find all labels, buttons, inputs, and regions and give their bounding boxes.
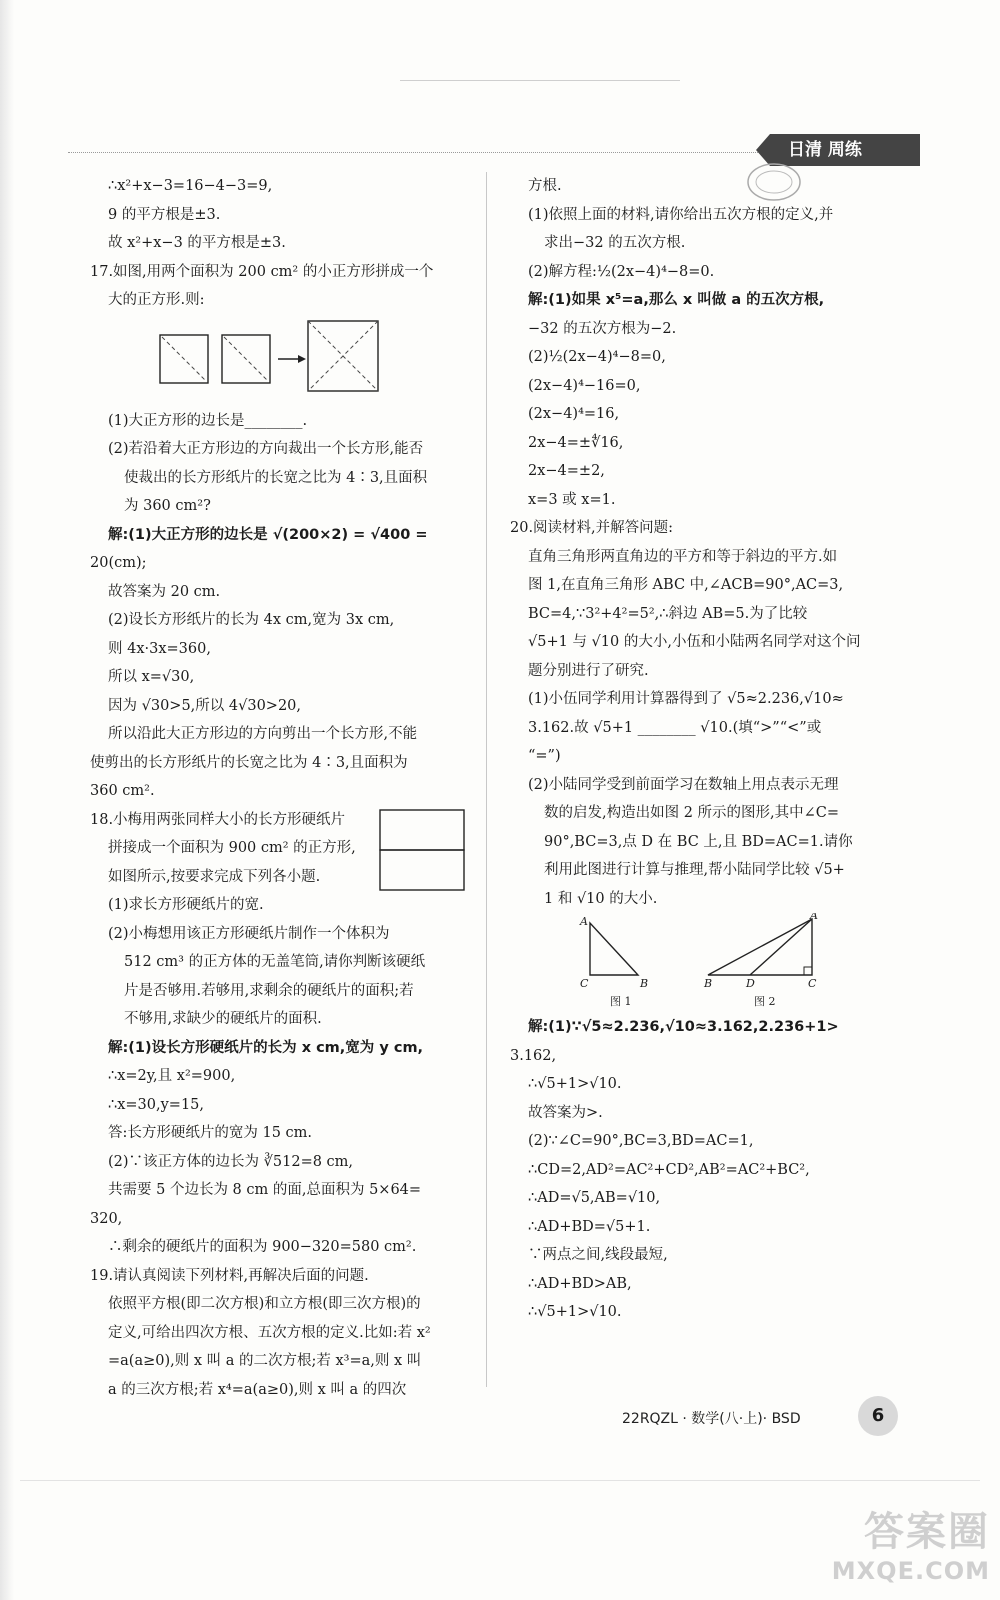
page-number: 6 <box>858 1396 898 1436</box>
text-line: 题分别进行了研究. <box>528 662 649 679</box>
figure-2-caption: 图 2 <box>754 995 776 1008</box>
text-line: (2)设长方形纸片的长为 4x cm,宽为 3x cm, <box>108 612 395 628</box>
text-line: ∴剩余的硬纸片的面积为 900−320=580 cm². <box>108 1239 417 1255</box>
watermark-url: MXQE.COM <box>831 1557 990 1585</box>
text-line: ∵两点之间,线段最短, <box>528 1247 668 1263</box>
label-c-fig2: C <box>808 977 817 990</box>
text-line: 故答案为>. <box>528 1104 603 1121</box>
text-line: 3.162.故 √5+1 ________ √10.(填“>”“<”或 <box>528 719 822 736</box>
header-dotted-rule <box>68 152 758 153</box>
text-line: 20(cm); <box>90 555 147 571</box>
text-line: 利用此图进行计算与推理,帮小陆同学比较 √5+ <box>544 862 845 878</box>
text-line: 2x−4=±∜16, <box>528 434 624 451</box>
text-line: 不够用,求缺少的硬纸片的面积. <box>124 1011 322 1027</box>
text-line: (2)小陆同学受到前面学习在数轴上用点表示无理 <box>528 776 839 793</box>
triangle-figures <box>510 913 908 1009</box>
rectangle-figure <box>378 808 468 892</box>
text-line: (2)小梅想用该正方形硬纸片制作一个体积为 <box>108 925 390 942</box>
small-square-2-diagonal <box>224 337 268 381</box>
label-a-fig1: A <box>580 915 588 928</box>
text-line: ∴x=2y,且 x²=900, <box>108 1068 236 1084</box>
text-line: ∴x=30,y=15, <box>108 1096 205 1113</box>
header-tab: 日清 周练 <box>770 134 920 166</box>
bottom-rule <box>20 1480 980 1481</box>
solution-label: 解:(1)如果 x⁵=a,那么 x 叫做 a 的五次方根, <box>528 292 825 308</box>
text-line: 512 cm³ 的正方体的无盖笔筒,请你判断该硬纸 <box>124 954 426 970</box>
text-line: ∴x²+x−3=16−4−3=9, <box>108 178 273 194</box>
label-b-fig1: B <box>640 977 649 990</box>
text-line: (2)若沿着大正方形边的方向裁出一个长方形,能否 <box>108 441 424 457</box>
text-line: (1)小伍同学利用计算器得到了 √5≈2.236,√10≈ <box>528 691 844 707</box>
right-column <box>510 172 908 1327</box>
text-line: 直角三角形两直角边的平方和等于斜边的平方.如 <box>528 548 838 565</box>
problem-20-title: 20.阅读材料,并解答问题: <box>510 520 674 536</box>
text-line: 定义,可给出四次方根、五次方根的定义.比如:若 x² <box>108 1324 431 1341</box>
text-line: 3.162, <box>510 1047 557 1064</box>
text-line: 求出−32 的五次方根. <box>544 235 686 251</box>
text-line: (1)求长方形硬纸片的宽. <box>108 897 264 913</box>
text-line: ∴√5+1>√10. <box>528 1304 622 1320</box>
text-line: (2)½(2x−4)⁴−8=0, <box>528 349 666 365</box>
text-line: ∴CD=2,AD²=AC²+CD²,AB²=AC²+BC², <box>528 1161 810 1178</box>
label-c-fig1: C <box>580 977 589 990</box>
top-rectangle <box>380 810 464 850</box>
footer-book-code: 22RQZL · 数学(八·上)· BSD <box>622 1411 801 1427</box>
text-line: (2)∵该正方体的边长为 ∛512=8 cm, <box>108 1153 354 1170</box>
text-line: 大的正方形.则: <box>108 292 205 308</box>
page-edge-shadow <box>0 0 14 1600</box>
text-line: 数的启发,构造出如图 2 所示的图形,其中∠C= <box>544 805 840 821</box>
text-line: (2)解方程:½(2x−4)⁴−8=0. <box>528 263 715 280</box>
bottom-rectangle <box>380 850 464 890</box>
text-line: ∴√5+1>√10. <box>528 1076 622 1092</box>
top-rule <box>400 80 680 81</box>
text-line: 360 cm². <box>90 783 155 799</box>
watermark <box>820 1500 990 1585</box>
text-line: (1)大正方形的边长是________. <box>108 412 308 429</box>
text-line: =a(a≥0),则 x 叫 a 的二次方根;若 x³=a,则 x 叫 <box>108 1353 422 1369</box>
text-line: 方根. <box>528 178 562 194</box>
text-line: 9 的平方根是±3. <box>108 206 221 223</box>
solution-label: 解:(1)大正方形的边长是 √(200×2) = √400 = <box>108 526 428 543</box>
text-line: 90°,BC=3,点 D 在 BC 上,且 BD=AC=1.请你 <box>544 833 853 850</box>
text-line: 依照平方根(即二次方根)和立方根(即三次方根)的 <box>108 1296 421 1312</box>
right-angle-mark <box>804 967 812 975</box>
problem-18-block <box>90 806 470 892</box>
text-line: √5+1 与 √10 的大小,小伍和小陆两名同学对这个问 <box>528 634 861 650</box>
text-line: x=3 或 x=1. <box>528 491 616 508</box>
text-line: ∴AD+BD=√5+1. <box>528 1218 651 1235</box>
text-line: ∴AD+BD>AB, <box>528 1275 632 1292</box>
text-line: 故答案为 20 cm. <box>108 583 221 600</box>
text-line: 图 1,在直角三角形 ABC 中,∠ACB=90°,AC=3, <box>528 577 844 593</box>
text-line: 1 和 √10 的大小. <box>544 890 658 907</box>
text-line: (2)∵∠C=90°,BC=3,BD=AC=1, <box>528 1133 754 1149</box>
triangle-abc-fig1 <box>590 923 638 975</box>
solution-label: 解:(1)∵√5≈2.236,√10≈3.162,2.236+1> <box>528 1019 839 1035</box>
problem-19-title: 19.请认真阅读下列材料,再解决后面的问题. <box>90 1267 369 1284</box>
column-divider <box>486 172 487 1387</box>
figure-1-caption: 图 1 <box>610 995 632 1008</box>
text-line: 所以沿此大正方形边的方向剪出一个长方形,不能 <box>108 726 418 742</box>
watermark-logo: 答案圈 <box>864 1509 990 1555</box>
text-line: 答:长方形硬纸片的宽为 15 cm. <box>108 1125 313 1141</box>
text-line: “=”) <box>528 748 561 764</box>
text-line: 共需要 5 个边长为 8 cm 的面,总面积为 5×64= <box>108 1182 422 1198</box>
text-line: a 的三次方根;若 x⁴=a(a≥0),则 x 叫 a 的四次 <box>108 1381 407 1398</box>
text-line: BC=4,∵3²+4²=5²,∴斜边 AB=5.为了比较 <box>528 605 808 622</box>
text-line: 故 x²+x−3 的平方根是±3. <box>108 235 286 251</box>
text-line: (2x−4)⁴−16=0, <box>528 377 641 394</box>
problem-18-title: 18.小梅用两张同样大小的长方形硬纸片 <box>90 811 346 828</box>
text-line: 拼接成一个面积为 900 cm² 的正方形, <box>108 840 356 856</box>
arrow-head <box>298 355 306 363</box>
text-line: 如图所示,按要求完成下列各小题. <box>108 868 321 885</box>
text-line: 则 4x·3x=360, <box>108 640 211 657</box>
text-line: (2x−4)⁴=16, <box>528 406 620 422</box>
left-column <box>90 172 470 1404</box>
text-line: 使剪出的长方形纸片的长宽之比为 4∶3,且面积为 <box>90 754 408 771</box>
text-line: (1)依照上面的材料,请你给出五次方根的定义,并 <box>528 206 834 223</box>
label-a-fig2: A <box>810 913 818 922</box>
text-line: 因为 √30>5,所以 4√30>20, <box>108 697 302 714</box>
text-line: 使裁出的长方形纸片的长宽之比为 4∶3,且面积 <box>124 469 428 486</box>
text-line: 320, <box>90 1210 123 1227</box>
solution-label: 解:(1)设长方形硬纸片的长为 x cm,宽为 y cm, <box>108 1039 424 1056</box>
small-square-1-diagonal <box>162 337 206 381</box>
label-d-fig2: D <box>746 977 755 990</box>
text-line: −32 的五次方根为−2. <box>528 320 677 337</box>
text-line: ∴AD=√5,AB=√10, <box>528 1190 661 1206</box>
squares-figure <box>90 315 470 403</box>
text-line: 为 360 cm²? <box>124 498 211 514</box>
label-b-fig2: B <box>704 977 713 990</box>
problem-17-title: 17.如图,用两个面积为 200 cm² 的小正方形拼成一个 <box>90 263 434 280</box>
text-line: 2x−4=±2, <box>528 463 605 479</box>
text-line: 所以 x=√30, <box>108 669 195 685</box>
text-line: 片是否够用.若够用,求剩余的硬纸片的面积;若 <box>124 982 414 999</box>
